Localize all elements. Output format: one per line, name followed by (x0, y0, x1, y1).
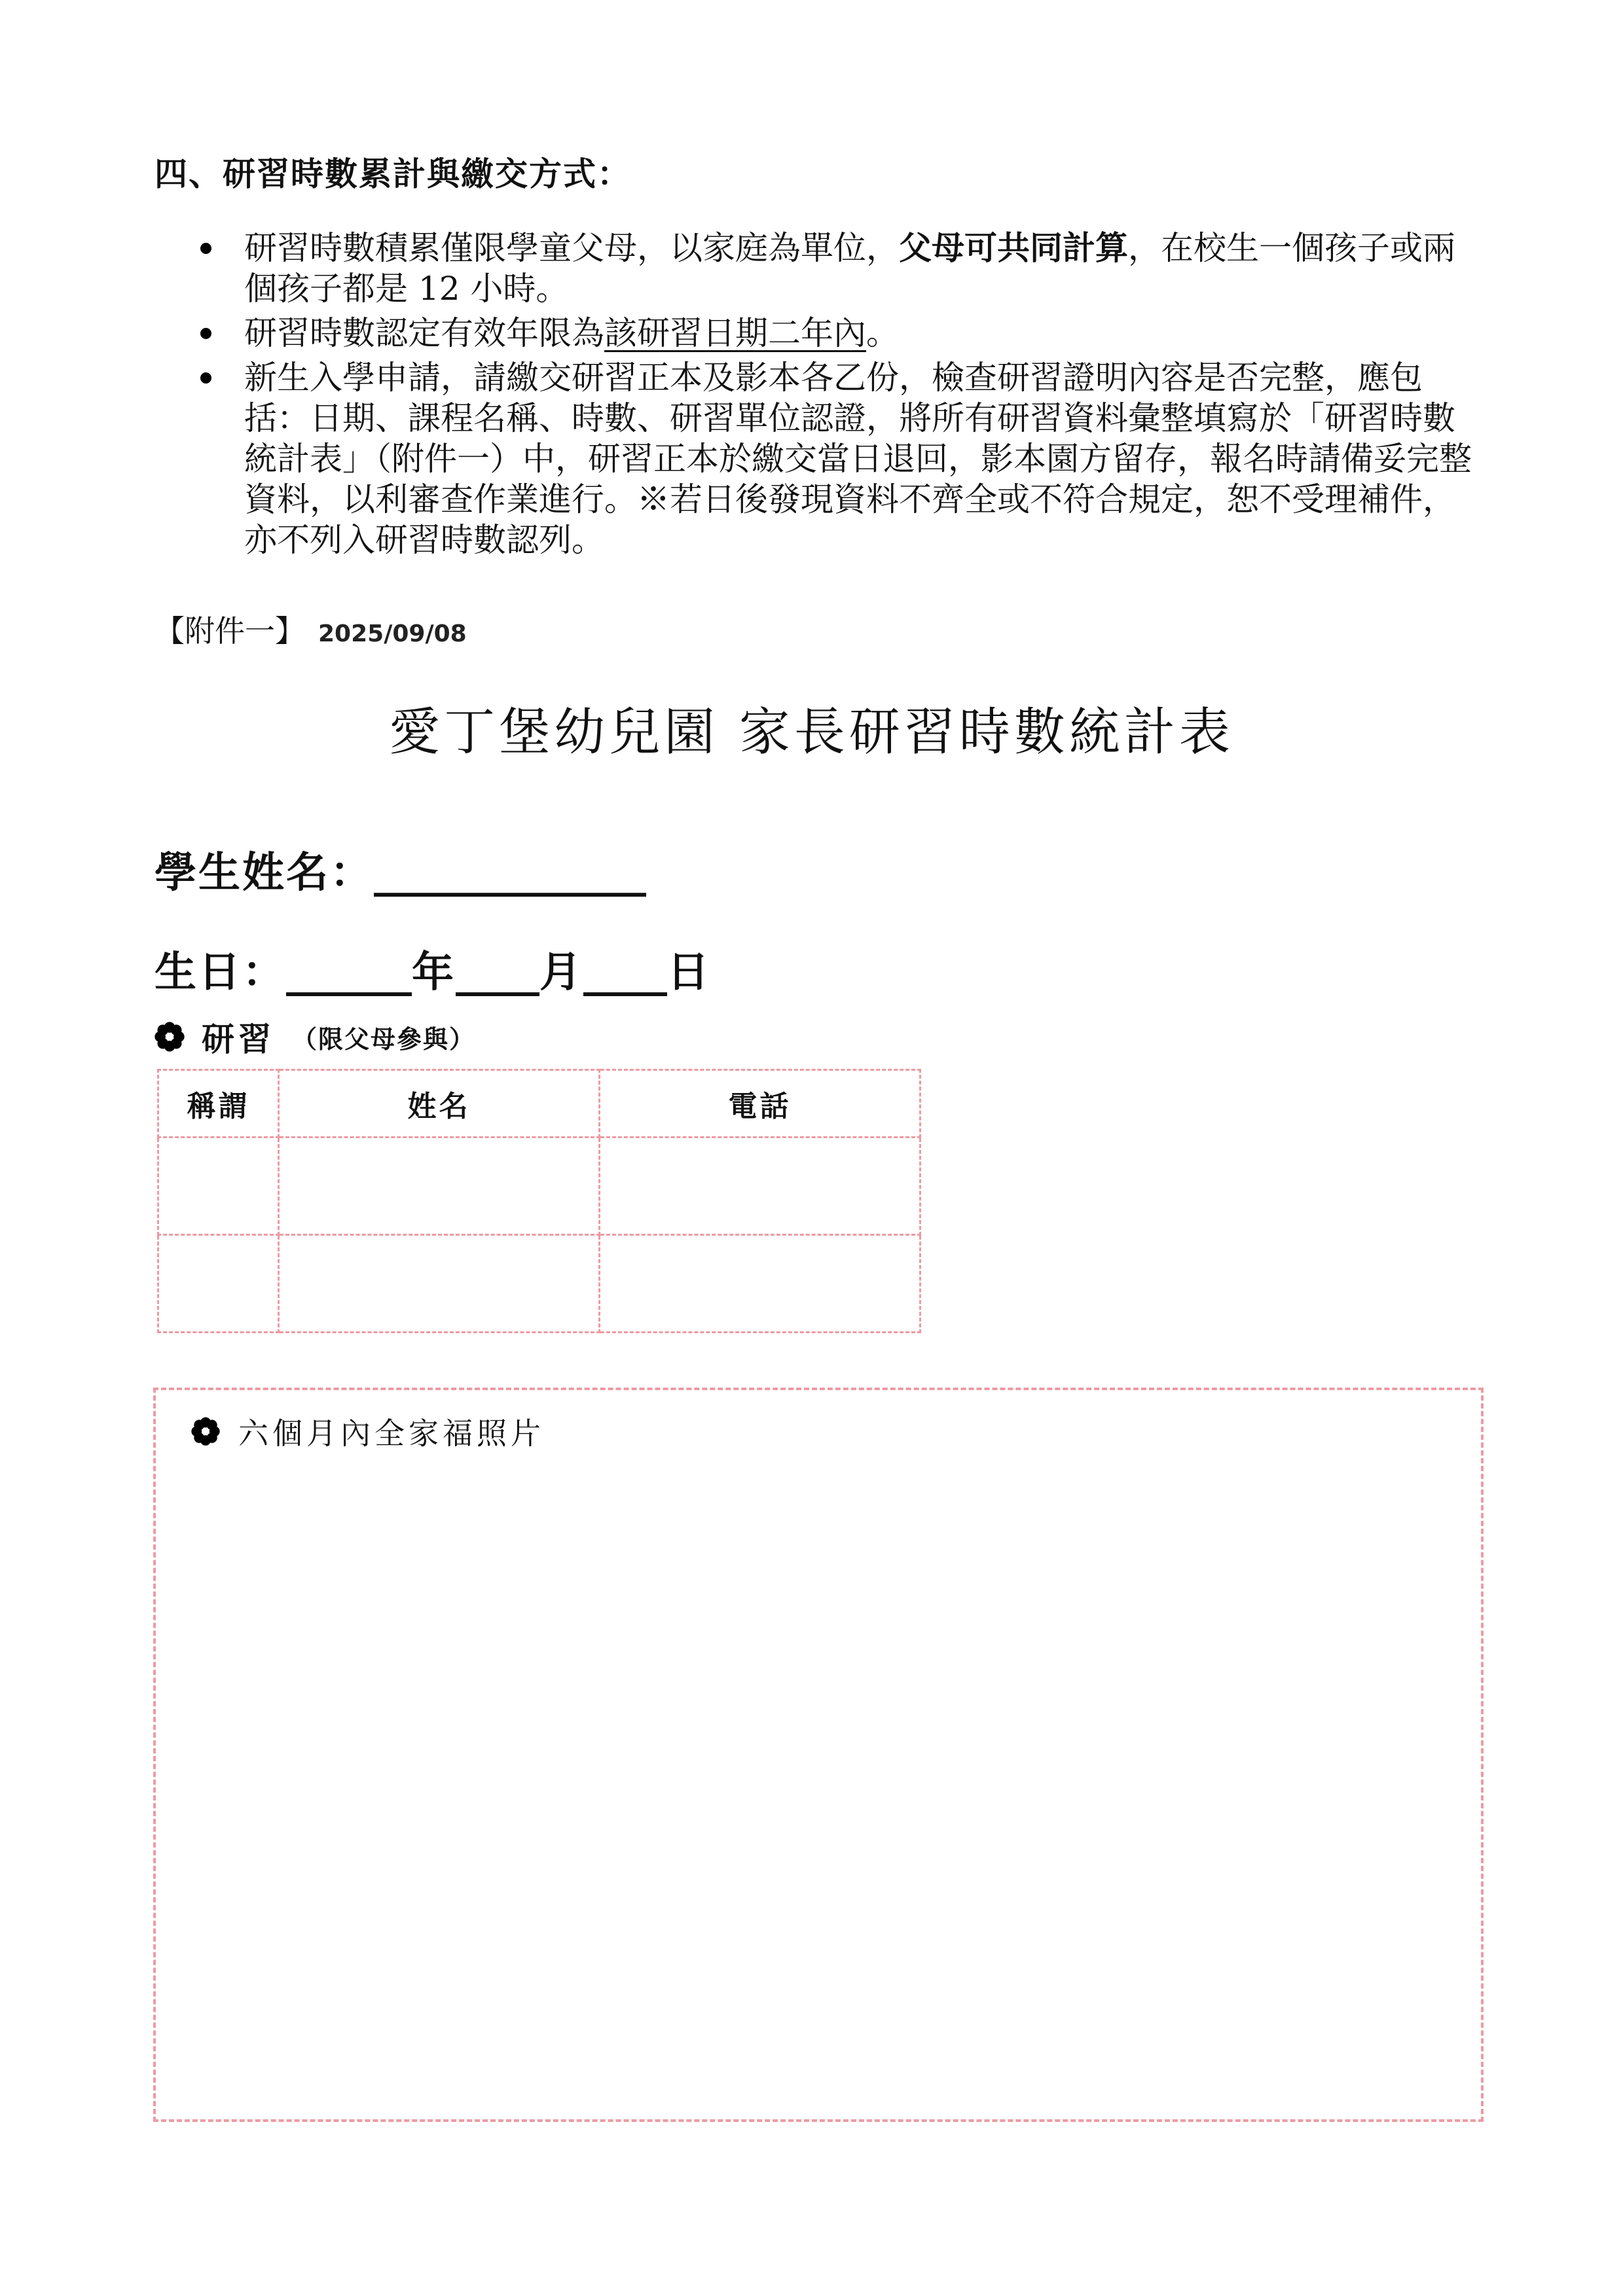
table-row (158, 1235, 921, 1333)
parent-contact-table (157, 1069, 921, 1333)
bullet-text-segment: 研習時數認定有效年限為 (244, 314, 604, 352)
workshop-label: 研習 (202, 1020, 275, 1058)
student-name-blank-field: _____________ (374, 848, 646, 897)
birthday-year-label: 年 (412, 948, 456, 997)
bullet-text: 新生入學申請，請繳交研習正本及影本各乙份，檢查研習證明內容是否完整，應包括：日期、課程名稱、時數、研習單位認證，將所有研習資料彙整填寫於「研習時數統計表」（附件一）中，研習正本於繳交當日退回，影本園方留存，報名時請備妥完整資料，以利審查作業進行。※若日後發現資料不齊全或不符合規定，恕不受理補件，亦不列入研習時數認列。 (244, 359, 1472, 559)
bullet-dot-icon (200, 243, 211, 254)
workshop-section-heading (155, 1013, 475, 1060)
flower-bullet-icon (191, 1417, 220, 1446)
table-cell (600, 1138, 921, 1235)
birthday-line (155, 939, 711, 999)
table-cell (279, 1235, 600, 1333)
table-cell (158, 1235, 279, 1333)
table-cell (279, 1138, 600, 1235)
bullet-list (200, 228, 1503, 564)
bullet-dot-icon (200, 372, 211, 384)
section-heading: 四、研習時數累計與繳交方式： (155, 154, 631, 193)
form-title: 愛丁堡幼兒園 家長研習時數統計表 (389, 703, 1234, 762)
bullet-text (244, 228, 1475, 309)
table-cell (158, 1138, 279, 1235)
workshop-note: （限父母參與） (292, 1024, 476, 1054)
student-name-label: 學生姓名： (155, 848, 374, 897)
bullet-text-segment: 。 (866, 314, 899, 352)
table-row (158, 1138, 921, 1235)
table-header-name: 姓名 (279, 1070, 600, 1138)
table-header-phone: 電話 (600, 1070, 921, 1138)
table-cell (600, 1235, 921, 1333)
list-item (200, 228, 1503, 309)
bullet-text-bold: 父母可共同計算 (899, 228, 1128, 267)
birthday-day-blank-field: ____ (583, 948, 667, 997)
birthday-month-blank-field: ____ (456, 948, 539, 997)
list-item (200, 357, 1503, 560)
birthday-day-label: 日 (667, 948, 711, 997)
bullet-text (244, 313, 1475, 353)
bullet-text-segment: ，在校生一個孩子或兩個孩子都是 12 小時。 (244, 229, 1455, 308)
flower-bullet-icon (155, 1022, 185, 1052)
attachment-date: 2025/09/08 (318, 620, 467, 647)
birthday-label: 生日： (155, 948, 286, 997)
bullet-dot-icon (200, 328, 211, 339)
attachment-label: 【附件一】 (155, 613, 305, 649)
birthday-year-blank-field: ______ (286, 948, 412, 997)
bullet-text-segment: 研習時數積累僅限學童父母，以家庭為單位， (244, 229, 899, 267)
student-name-line (155, 839, 646, 899)
photo-section-label: 六個月內全家福照片 (238, 1416, 545, 1451)
table-header-title: 稱謂 (158, 1070, 279, 1138)
table-header-row (158, 1070, 921, 1138)
bullet-text-underline: 該研習日期二年內 (604, 314, 866, 352)
birthday-month-label: 月 (539, 948, 583, 997)
photo-section-heading (191, 1410, 1481, 1453)
list-item (200, 313, 1503, 353)
attachment-line (155, 607, 467, 651)
family-photo-box (153, 1388, 1484, 2122)
